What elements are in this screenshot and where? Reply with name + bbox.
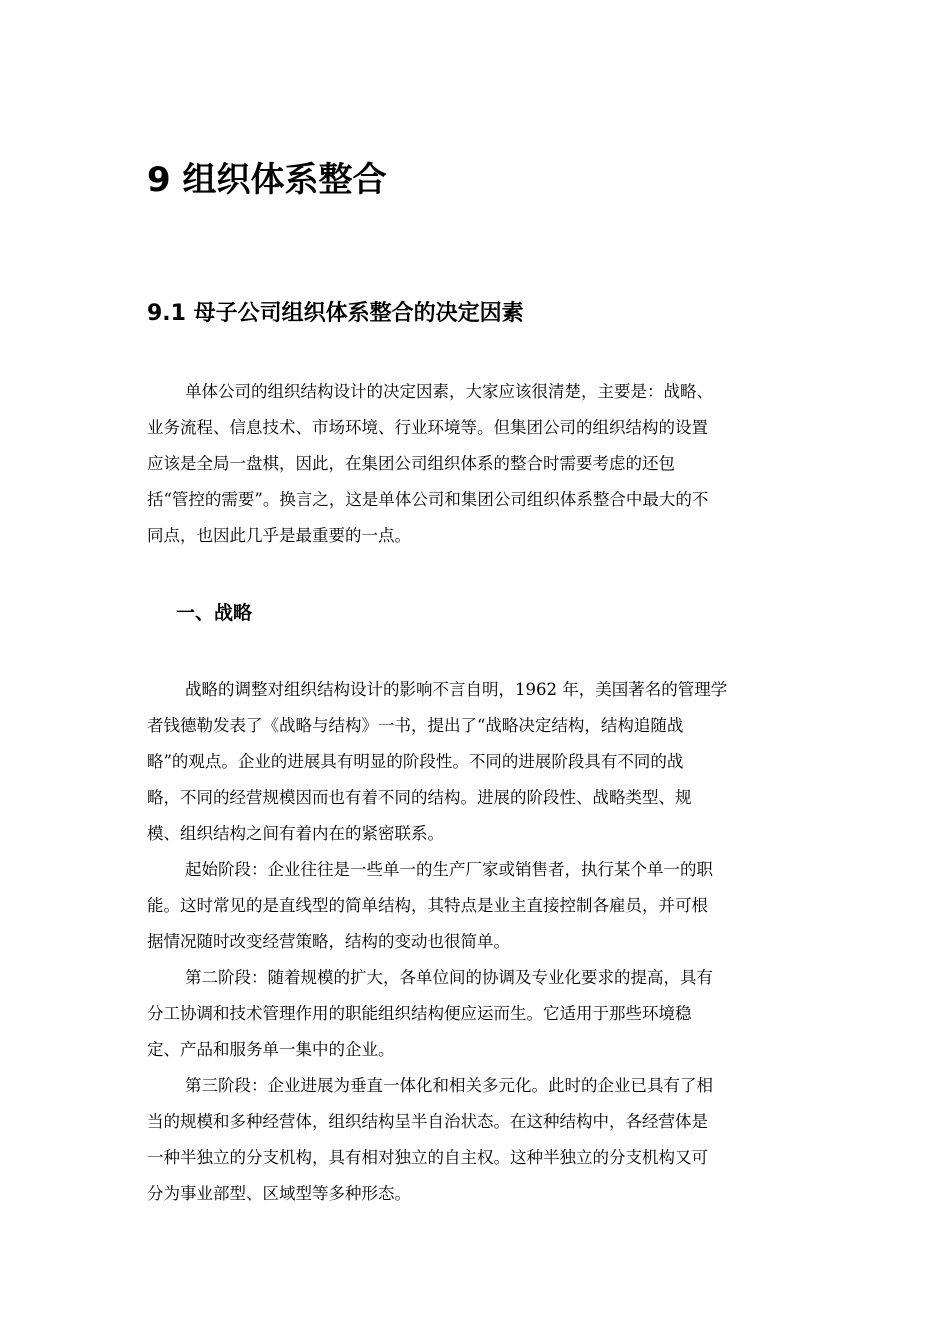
stage-two-paragraph (147, 960, 807, 1068)
text-line: 当的规模和多种经营体，组织结构呈半自治状态。在这种结构中，各经营体是 (147, 1112, 708, 1131)
text-line: 定、产品和服务单一集中的企业。 (147, 1040, 395, 1059)
section-title: 9.1 母子公司组织体系整合的决定因素 (147, 301, 524, 326)
text-line: 分工协调和技术管理作用的职能组织结构便应运而生。它适用于那些环境稳 (147, 1004, 692, 1023)
text-line: 略，不同的经营规模因而也有着不同的结构。进展的阶段性、战略类型、规 (147, 788, 692, 807)
text-line: 第二阶段：随着规模的扩大，各单位间的协调及专业化要求的提高，具有 (185, 968, 713, 987)
text-line: 应该是全局一盘棋，因此，在集团公司组织体系的整合时需要考虑的还包 (147, 454, 675, 473)
text-line: 模、组织结构之间有着内在的紧密联系。 (147, 824, 444, 843)
text-line: 分为事业部型、区域型等多种形态。 (147, 1184, 411, 1203)
text-line: 略”的观点。企业的进展具有明显的阶段性。不同的进展阶段具有不同的战 (147, 752, 684, 771)
text-line: 单体公司的组织结构设计的决定因素，大家应该很清楚，主要是：战略、 (185, 382, 713, 401)
text-line: 战略的调整对组织结构设计的影响不言自明，1962 年，美国著名的管理学 (185, 680, 728, 699)
text-line: 起始阶段：企业往往是一些单一的生产厂家或销售者，执行某个单一的职 (185, 860, 713, 879)
strategy-paragraph (147, 672, 807, 852)
text-line: 业务流程、信息技术、市场环境、行业环境等。但集团公司的组织结构的设置 (147, 418, 708, 437)
text-line: 一种半独立的分支机构，具有相对独立的自主权。这种半独立的分支机构又可 (147, 1148, 708, 1167)
text-line: 据情况随时改变经营策略，结构的变动也很简单。 (147, 932, 510, 951)
text-line: 同点，也因此几乎是最重要的一点。 (147, 526, 411, 545)
stage-three-paragraph (147, 1068, 807, 1212)
text-line: 者钱德勒发表了《战略与结构》一书，提出了“战略决定结构，结构追随战 (147, 716, 684, 735)
text-line: 第三阶段：企业进展为垂直一体化和相关多元化。此时的企业已具有了相 (185, 1076, 713, 1095)
intro-paragraph (147, 374, 807, 554)
text-line: 能。这时常见的是直线型的简单结构，其特点是业主直接控制各雇员，并可根 (147, 896, 708, 915)
text-line: 括“管控的需要”。换言之，这是单体公司和集团公司组织体系整合中最大的不 (147, 490, 709, 509)
chapter-title: 9 组织体系整合 (147, 160, 387, 200)
stage-one-paragraph (147, 852, 807, 960)
subsection-title: 一、战略 (176, 602, 253, 624)
